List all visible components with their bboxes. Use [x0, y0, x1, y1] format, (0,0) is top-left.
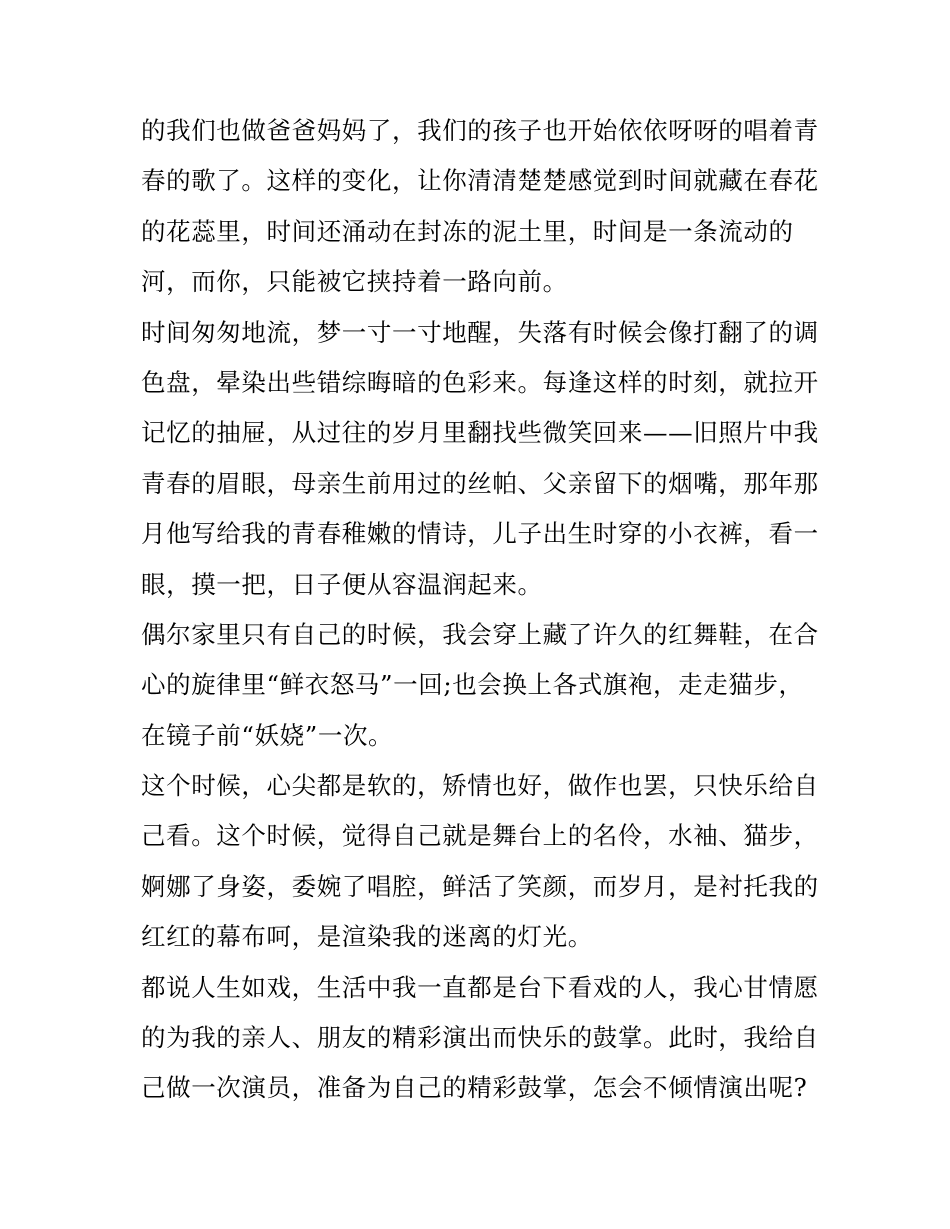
text-line: 的我们也做爸爸妈妈了，我们的孩子也开始依依呀呀的唱着青	[141, 116, 819, 145]
body-text	[141, 106, 821, 1114]
text-line: 这个时候，心尖都是软的，矫情也好，做作也罢，只快乐给自	[141, 771, 819, 801]
text-line: 婀娜了身姿，委婉了唱腔，鲜活了笑颜，而岁月，是衬托我的	[141, 871, 819, 901]
text-line: 河，而你，只能被它挟持着一路向前。	[141, 267, 568, 297]
text-line: 都说人生如戏，生活中我一直都是台下看戏的人，我心甘情愿	[141, 972, 819, 1002]
text-line: 色盘，晕染出些错综晦暗的色彩来。每逢这样的时刻，就拉开	[141, 367, 819, 397]
text-line: 月他写给我的青春稚嫩的情诗，儿子出生时穿的小衣裤，看一	[141, 519, 819, 549]
text-line: 的花蕊里，时间还涌动在封冻的泥土里，时间是一条流动的	[141, 216, 794, 246]
text-line: 红红的幕布呵，是渲染我的迷离的灯光。	[141, 922, 593, 952]
text-line: 眼，摸一把，日子便从容温润起来。	[141, 569, 543, 599]
text-line: 在镜子前“妖娆”一次。	[141, 720, 394, 750]
text-line: 春的歌了。这样的变化，让你清清楚楚感觉到时间就藏在春花	[141, 166, 819, 196]
text-line: 偶尔家里只有自己的时候，我会穿上藏了许久的红舞鞋，在合	[141, 619, 819, 649]
text-line: 的为我的亲人、朋友的精彩演出而快乐的鼓掌。此时，我给自	[141, 1023, 819, 1053]
text-line: 己做一次演员，准备为自己的精彩鼓掌，怎会不倾情演出呢?	[141, 1073, 808, 1103]
text-line: 记忆的抽屉，从过往的岁月里翻找些微笑回来——旧照片中我	[141, 418, 819, 448]
text-line: 心的旋律里“鲜衣怒马”一回;也会换上各式旗袍，走走猫步，	[141, 670, 804, 700]
text-line: 青春的眉眼，母亲生前用过的丝帕、父亲留下的烟嘴，那年那	[141, 468, 819, 498]
text-line: 己看。这个时候，觉得自己就是舞台上的名伶，水袖、猫步，	[141, 821, 819, 851]
text-line: 时间匆匆地流，梦一寸一寸地醒，失落有时候会像打翻了的调	[141, 317, 819, 347]
